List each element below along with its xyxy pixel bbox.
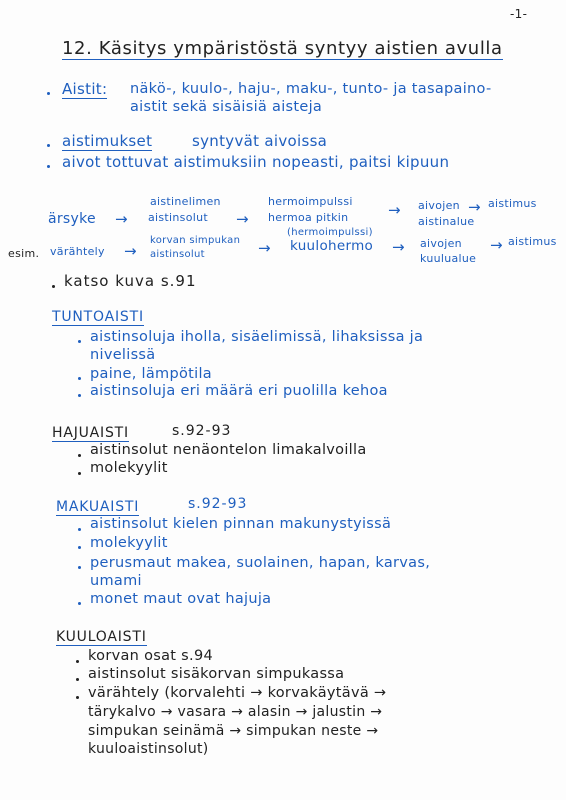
flow-hermoimpulssi-note: (hermoimpulssi): [287, 227, 373, 238]
flow-varahtely: värähtely: [50, 245, 105, 258]
arrow-icon: →: [236, 210, 249, 228]
flow-arsyke: ärsyke: [48, 211, 96, 227]
bullet: [78, 566, 81, 569]
bullet: [78, 394, 81, 397]
kuulo-item: tärykalvo → vasara → alasin → jalustin →: [88, 704, 383, 720]
bullet: [78, 528, 81, 531]
kuulo-item: aistinsolut sisäkorvan simpukassa: [88, 666, 345, 682]
bullet: [76, 696, 79, 699]
flow-kuulohermo: kuulohermo: [290, 238, 374, 254]
flow-aistinalue: aistinalue: [418, 215, 475, 228]
aistimukset-line2: aivot tottuvat aistimuksiin nopeasti, paitsi kipuun: [62, 153, 450, 171]
hajuaisti-pages: s.92-93: [172, 423, 232, 439]
makuaisti-pages: s.92-93: [188, 496, 248, 512]
heading-kuuloaisti: KUULOAISTI: [56, 629, 147, 645]
maku-item: aistinsolut kielen pinnan makunystyissä: [90, 516, 392, 532]
haju-item: aistinsolut nenäontelon limakalvoilla: [90, 442, 367, 458]
arrow-icon: →: [468, 198, 481, 216]
maku-item: umami: [90, 573, 142, 589]
flow-esim: esim.: [8, 247, 40, 260]
arrow-icon: →: [388, 201, 401, 219]
bullet: [47, 165, 50, 168]
bullet: [78, 377, 81, 380]
bullet: [76, 678, 79, 681]
flow-aistimus-2: aistimus: [508, 235, 557, 248]
flow-aivojen: aivojen: [418, 199, 460, 212]
maku-item: molekyylit: [90, 535, 168, 551]
flow-aistinsolut: aistinsolut: [148, 211, 208, 224]
bullet: [78, 454, 81, 457]
bullet: [78, 340, 81, 343]
arrow-icon: →: [124, 242, 137, 260]
kuulo-item: korvan osat s.94: [88, 648, 213, 664]
aistit-line2: aistit sekä sisäisiä aisteja: [130, 99, 323, 115]
arrow-icon: →: [392, 238, 405, 256]
tunto-item: aistinsoluja iholla, sisäelimissä, lihaksissa ja: [90, 329, 424, 345]
heading-makuaisti: MAKUAISTI: [56, 499, 140, 515]
kuulo-item: värähtely (korvalehti → korvakäytävä →: [88, 685, 387, 701]
bullet: [47, 144, 50, 147]
page-title: 12. Käsitys ympäristöstä syntyy aistien avulla: [62, 38, 503, 59]
page-number: -1-: [510, 7, 528, 21]
maku-item: monet maut ovat hajuja: [90, 591, 272, 607]
tunto-item: aistinsoluja eri määrä eri puolilla kehoa: [90, 383, 388, 399]
bullet: [76, 660, 79, 663]
heading-hajuaisti: HAJUAISTI: [52, 425, 129, 441]
flow-kuulualue: kuulualue: [420, 252, 477, 265]
aistit-label: Aistit:: [62, 80, 108, 98]
bullet: [78, 546, 81, 549]
tunto-item: nivelissä: [90, 347, 156, 363]
flow-aistimus: aistimus: [488, 197, 537, 210]
arrow-icon: →: [490, 236, 503, 254]
flow-hermoimpulssi: hermoimpulssi: [268, 195, 353, 208]
bullet: [78, 472, 81, 475]
bullet: [78, 602, 81, 605]
kuulo-item: simpukan seinämä → simpukan neste →: [88, 723, 379, 739]
tunto-item: paine, lämpötila: [90, 366, 212, 382]
maku-item: perusmaut makea, suolainen, hapan, karvas,: [90, 555, 431, 571]
flow-korvan-simpukan: korvan simpukan: [150, 235, 241, 246]
arrow-icon: →: [115, 210, 128, 228]
bullet: [52, 285, 55, 288]
bullet: [47, 92, 50, 95]
flow-aistinelimen: aistinelimen: [150, 195, 221, 208]
aistimukset-rest: syntyvät aivoissa: [192, 132, 328, 150]
aistit-line1: näkö-, kuulo-, haju-, maku-, tunto- ja tasapaino-: [130, 81, 492, 97]
arrow-icon: →: [258, 239, 271, 257]
katso-reference: katso kuva s.91: [64, 272, 197, 290]
flow-aivojen-2: aivojen: [420, 237, 462, 250]
heading-tuntoaisti: TUNTOAISTI: [52, 309, 144, 325]
kuulo-item: kuuloaistinsolut): [88, 741, 209, 757]
flow-hermoa-pitkin: hermoa pitkin: [268, 211, 349, 224]
haju-item: molekyylit: [90, 460, 168, 476]
flow-aistinsolut-2: aistinsolut: [150, 249, 205, 260]
aistimukset-keyword: aistimukset: [62, 132, 153, 150]
